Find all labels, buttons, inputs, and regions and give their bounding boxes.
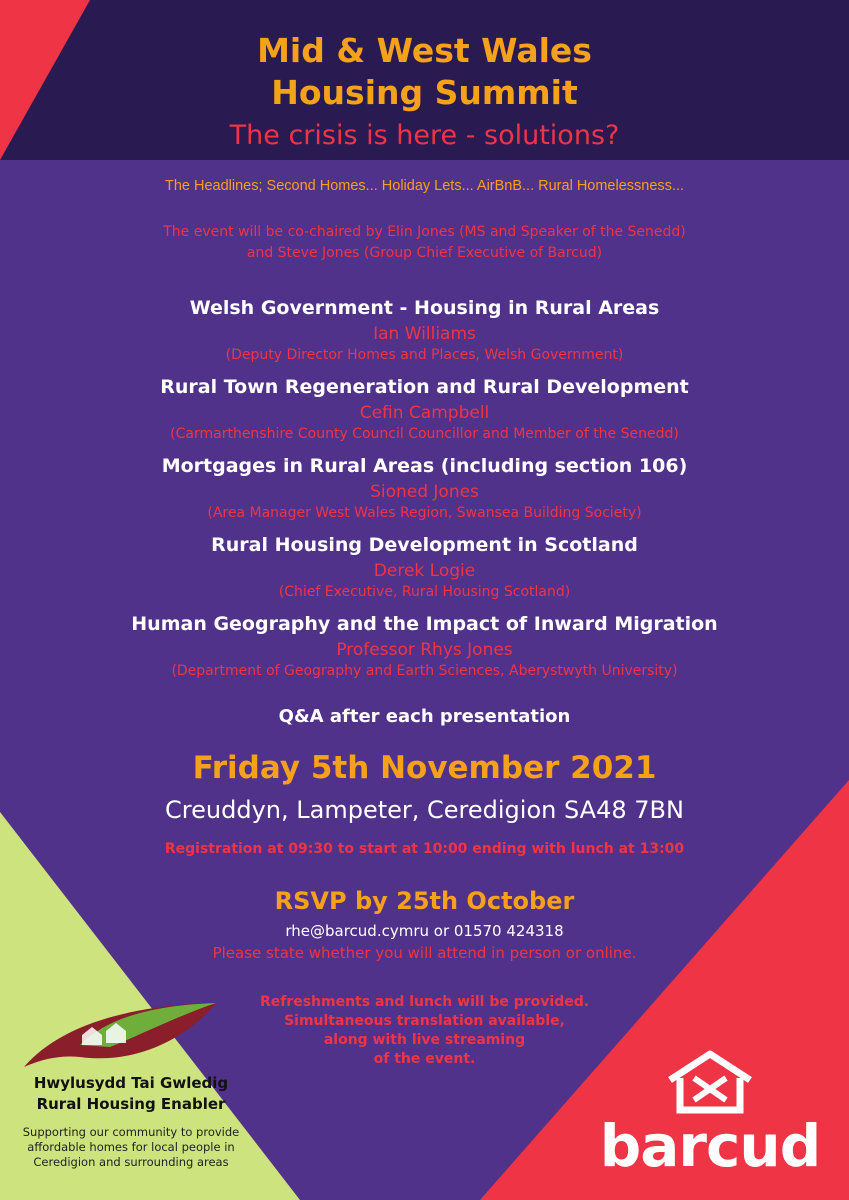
- talk-2-title: Rural Town Regeneration and Rural Development: [160, 376, 689, 398]
- rsvp-heading: RSVP by 25th October: [274, 887, 575, 915]
- rsvp-note: Please state whether you will attend in person or online.: [212, 944, 637, 962]
- rural-housing-enabler-leaf-logo: [20, 995, 220, 1075]
- refreshments-line-2: Simultaneous translation available,: [284, 1013, 565, 1029]
- talk-4-speaker: Derek Logie: [373, 561, 476, 581]
- rhe-name-welsh: Hwylusydd Tai Gwledig: [33, 1074, 229, 1092]
- talk-2-speaker: Cefin Campbell: [359, 403, 490, 423]
- talk-5-title: Human Geography and the Impact of Inward Migration: [131, 613, 718, 635]
- barcud-wordmark: barcud: [599, 1112, 821, 1180]
- talk-4-title: Rural Housing Development in Scotland: [211, 534, 638, 556]
- refreshments-line-1: Refreshments and lunch will be provided.: [259, 994, 590, 1010]
- rhe-name-english: Rural Housing Enabler: [36, 1095, 226, 1113]
- barcud-house-icon: [664, 1048, 756, 1114]
- rhe-tagline-1: Supporting our community to provide: [22, 1125, 240, 1139]
- event-venue: Creuddyn, Lampeter, Ceredigion SA48 7BN: [165, 796, 684, 824]
- title-line-1: Mid & West Wales: [257, 31, 592, 70]
- talk-1-speaker: Ian Williams: [373, 324, 476, 344]
- qa-note: Q&A after each presentation: [278, 706, 571, 727]
- title-line-2: Housing Summit: [271, 73, 578, 112]
- refreshments-line-3: along with live streaming: [323, 1032, 526, 1048]
- headlines: The Headlines; Second Homes... Holiday Lets... AirBnB... Rural Homelessness...: [164, 178, 684, 194]
- rhe-tagline-2: affordable homes for local people in: [27, 1140, 235, 1154]
- talk-1-title: Welsh Government - Housing in Rural Areas: [189, 297, 660, 319]
- subtitle: The crisis is here - solutions?: [229, 120, 620, 151]
- event-registration: Registration at 09:30 to start at 10:00 ending with lunch at 13:00: [164, 841, 685, 857]
- talk-1-role: (Deputy Director Homes and Places, Welsh Government): [225, 347, 624, 363]
- talk-3-role: (Area Manager West Wales Region, Swansea Building Society): [207, 505, 642, 521]
- chairs-line-1: The event will be co-chaired by Elin Jones (MS and Speaker of the Senedd): [163, 224, 686, 240]
- event-date: Friday 5th November 2021: [192, 750, 657, 786]
- talk-4-role: (Chief Executive, Rural Housing Scotland): [278, 584, 571, 600]
- refreshments-line-4: of the event.: [373, 1051, 476, 1067]
- talk-2-role: (Carmarthenshire County Council Councillor and Member of the Senedd): [170, 426, 679, 442]
- rhe-tagline-3: Ceredigion and surrounding areas: [33, 1155, 229, 1169]
- talk-3-speaker: Sioned Jones: [370, 482, 479, 502]
- chairs-line-2: and Steve Jones (Group Chief Executive of Barcud): [246, 245, 603, 261]
- rsvp-contact: rhe@barcud.cymru or 01570 424318: [285, 922, 564, 940]
- talk-5-speaker: Professor Rhys Jones: [336, 640, 513, 660]
- talk-5-role: (Department of Geography and Earth Sciences, Aberystwyth University): [171, 663, 678, 679]
- talk-3-title: Mortgages in Rural Areas (including section 106): [161, 455, 688, 477]
